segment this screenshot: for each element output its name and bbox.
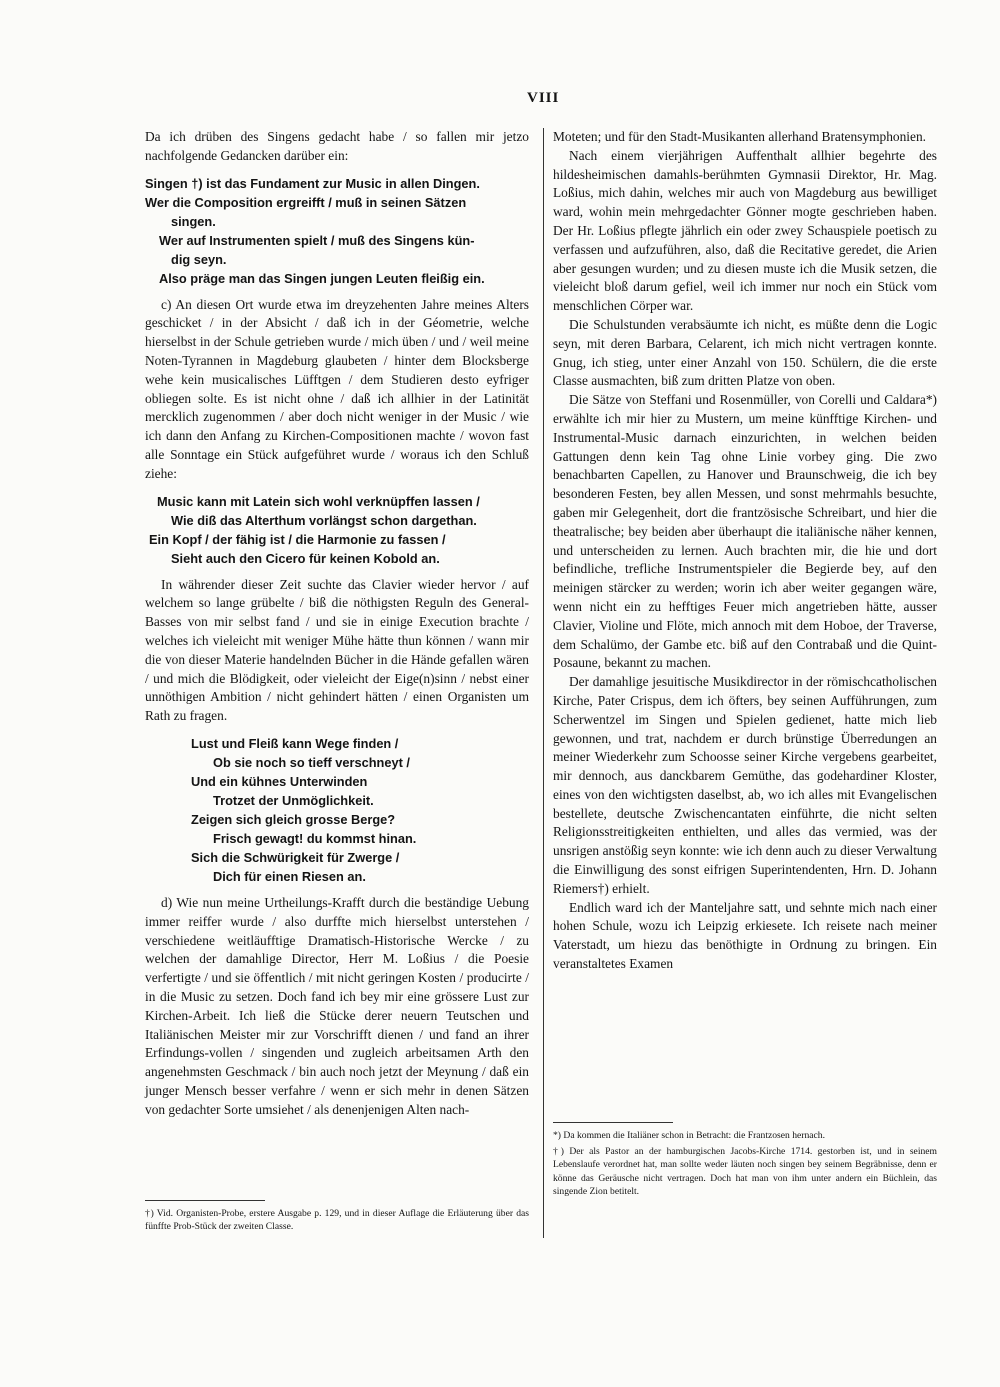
left-paragraph-1: Da ich drüben des Singens gedacht habe / so fallen mir jetzo nachfolgende Gedancken darüber ein: (145, 129, 529, 163)
page-number: VIII (527, 90, 560, 106)
footnote-rule (145, 1200, 265, 1201)
right-paragraph-models: Die Sätze von Steffani und Rosenmüller, von Corelli und Caldara*) erwählte ich mir hier zu Mustern, um meine künfftige Kirchen- und Instrumental-Music darnach einzurichten, in welchen beiden Gattungen denn kein Tag ohne Linie vorbey ging. Die zwo benachbarten Capellen, zu Hanover und Braunschweig, die ich bey besonderen Festen, bey allen Messen, und sonst mehrmahls besuchte, gaben mir Gelegenheit, dort die frantzösische Schreibart, und hier die theatralische; bey beiden aber überhaupt die italiänische näher kennen, und unterscheiden zu lernen. Auch brachten mir, die hie und dort befindliche, trefliche Instrumentspieler die Begierde bey, auf den meinigen stärcker zu werden; worin ich aber weiter gegangen wäre, wenn nicht ein zu hefftiges Feuer mich angetrieben hätte, ausser Clavier, Violine und Flöte, mich annoch mit dem Hoboe, der Traverse, dem Schalümo, der Gambe etc. biß auf den Contrabaß und die Quint-Posaune, bekannt zu machen. (553, 392, 937, 671)
verse-line: Dich für einen Riesen an. (213, 868, 366, 884)
left-paragraph-d: d) Wie nun meine Urtheilungs-Krafft durch die beständige Uebung immer reiffer wurde / also durffte mich hierselbst unterstehen / verschiedene weitläufftige Dramatisch-Historische Wercke / zu welchen der damahlige Director, Herr M. Loßius / die Poesie verfertigte / und sie öffentlich / mit nicht geringen Kosten / producirte / in die Music zu setzen. Doch fand ich bey mir eine grössere Lust zur Kirchen-Arbeit. Ich ließ die Stücke derer neuern Teutschen und Italiänischen Meister mir zur Vorschrifft dienen / und fand an ihrer Erfindungs-vollen / singenden und zugleich arbeitsamen Arth den angenehmsten Geschmack / bin auch noch jetzt der Meynung / daß ein junger Mensch besser verfahre / wenn er sich mehr in denen Sätzen von gedachter Sorte umsiehet / als denenjenigen Alten nach- (145, 894, 529, 1117)
verse-line: Zeigen sich gleich grosse Berge? (191, 811, 396, 827)
verse-singing (145, 174, 529, 288)
verse-line: Wer die Composition ergreifft / muß in seinen Sätzen (145, 194, 467, 210)
right-paragraph-crispus: Der damahlige jesuitische Musikdirector in der römischcatholischen Kirche, Pater Crispus, dem ich öfters, bey seinen Aufführungen, zum Scherwentzel im Singen und Spielen gedienet, hatte mich lieb gewonnen, und trat, nachdem er durch brünstige Überredungen an meiner Wiederkehr zum Schoosse seiner Kirche vergebens gearbeitet, mir dennoch, aus danckbarem Gemüthe, das godehardiner Kloster, eines von den wichtigsten daselbst, ab, wo ich alles mit Evangelischen bestellete, deutsche Zwischencantaten einführte, die nicht selten Religionsstreitigkeiten enthielten, und alles das vermied, was der unsrigen anstößig seyn konnte: wie ich denn auch zu dieser Verwaltung die Einwilligung des sonst eifrigen Superintendenten, Hrn. D. Johann Riemers†) erhielt. (553, 674, 937, 896)
footnote-organisten-probe: †) Vid. Organisten-Probe, erstere Ausgabe p. 129, und in dieser Auflage die Erläuterung über das fünffte Prob-Stück der zweiten Classe. (145, 1208, 529, 1233)
right-paragraph-school: Die Schulstunden verabsäumte ich nicht, es müßte denn die Logic seyn, mit deren Barbara, Celarent, ich mich nicht vertragen konnte. Gnug, ich stieg, unter einer Anzahl von 150. Schülern, die die erste Classe ausmachten, biß zum dritten Platze von oben. (553, 316, 937, 389)
verse-line: Singen †) ist das Fundament zur Music in allen Dingen. (145, 175, 480, 191)
verse-line: Also präge man das Singen jungen Leuten fleißig ein. (159, 270, 485, 286)
verse-diligence (145, 734, 529, 886)
footnote-italians: *) Da kommen die Italiäner schon in Betracht: die Frantzosen hernach. (553, 1130, 825, 1141)
right-paragraph-lossius: Nach einem vierjährigen Auffenthalt allhier begehrte des hildesheimischen damahls-berühmten Gymnasii Direktor, Hr. Mag. Loßius, mich dahin, welches mir auch von Magdeburg aus bewilliget ward, wohin mein mehrgedachter Gönner mogte geschrieben haben. Der Hr. Loßius pflegte jährlich ein oder zwey Schauspiele poetisch zu verfassen und aufzuführen, also, daß die Recitative geredet, die Arien aber gesungen wurden; und zu diesen muste ich die Musik setzen, die vieleicht bloß darum gefiel, weil ich immer nur noch ein Stück vom menschlichen Cörper war. (553, 147, 937, 314)
verse-line: Sich die Schwürigkeit für Zwerge / (191, 849, 400, 865)
verse-latin (145, 492, 529, 568)
verse-line: Ob sie noch so tieff verschneyt / (213, 754, 410, 770)
left-footnote-block (145, 1190, 529, 1233)
verse-line: singen. (171, 213, 216, 229)
verse-line: dig seyn. (171, 251, 227, 267)
left-paragraph-clavier: In währender dieser Zeit suchte das Clavier wieder hervor / auf welchem so lange grübelte / biß die nöthigsten Reguln des General-Basses von mir selbst fand / und sie in einige Execution brachte / welches ich vieleicht mit weniger Mühe hätte thun können / wann mir die von dieser Materie handelnden Bücher in die Hände gefallen wären / und mich die Blödigkeit, oder vieleicht der Eige(n)sinn / nebst einer unnöthigen Ambition / nicht gehindert hätten / einen Organisten um Rath zu fragen. (145, 576, 529, 724)
verse-line: Ein Kopf / der fähig ist / die Harmonie zu fassen / (149, 531, 446, 547)
right-paragraph-1: Moteten; und für den Stadt-Musikanten allerhand Bratensymphonien. (553, 129, 926, 144)
column-divider (543, 128, 544, 1238)
footnote-riemer: †) Der als Pastor an der hamburgischen Jacobs-Kirche 1714. gestorben ist, und in seinem Lebenslaufe verordnet hat, man sollte weder läuten noch singen bey seinem Begräbnisse, denn er könne das Geräusche nicht vertragen. Doch hat man von ihm unter andern ein Büchlein, das singende Zion betitelt. (553, 1146, 937, 1197)
verse-line: Und ein kühnes Unterwinden (191, 773, 368, 789)
verse-line: Lust und Fleiß kann Wege finden / (191, 735, 399, 751)
verse-line: Trotzet der Unmöglichkeit. (213, 792, 374, 808)
left-column (145, 128, 529, 1120)
right-paragraph-leipzig: Endlich ward ich der Manteljahre satt, und sehnte mich nach einer hohen Schule, wozu ich Leipzig erkiesete. Ich reisete nach meiner Vaterstadt, um hiezu das benöthigte in Ordnung zu bringen. Ein veranstaltetes Examen (553, 899, 937, 972)
verse-line: Wer auf Instrumenten spielt / muß des Singens kün- (159, 232, 475, 248)
footnote-rule (553, 1122, 673, 1123)
verse-line: Wie diß das Alterthum vorlängst schon dargethan. (171, 512, 477, 528)
left-paragraph-c: c) An diesen Ort wurde etwa im dreyzehenten Jahre meines Alters geschicket / in der Absicht / daß ich in der Géometrie, welche hierselbst in der Schule getrieben wurde / mich üben / und / weil meine Noten-Tyrannen in Magdeburg glaubeten / hinter dem Blocksberge wehe kein musicalisches Lüfftgen / dem Studieren desto eyfriger obliegen solte. Es ist nicht ohne / daß ich allhier in der Latinität mercklich zugenommen / aber doch nicht weniger in der Music / wie ich dann den Anfang zu Kirchen-Compositionen machte / wovon fast alle Sonntage ein Stück aufgeführet wurde / woraus ich den Schluß ziehe: (145, 296, 529, 481)
verse-line: Sieht auch den Cicero für keinen Kobold an. (171, 550, 440, 566)
right-column (553, 128, 937, 974)
verse-line: Music kann mit Latein sich wohl verknüpffen lassen / (157, 493, 480, 509)
right-footnote-block (553, 1112, 937, 1201)
verse-line: Frisch gewagt! du kommst hinan. (213, 830, 417, 846)
